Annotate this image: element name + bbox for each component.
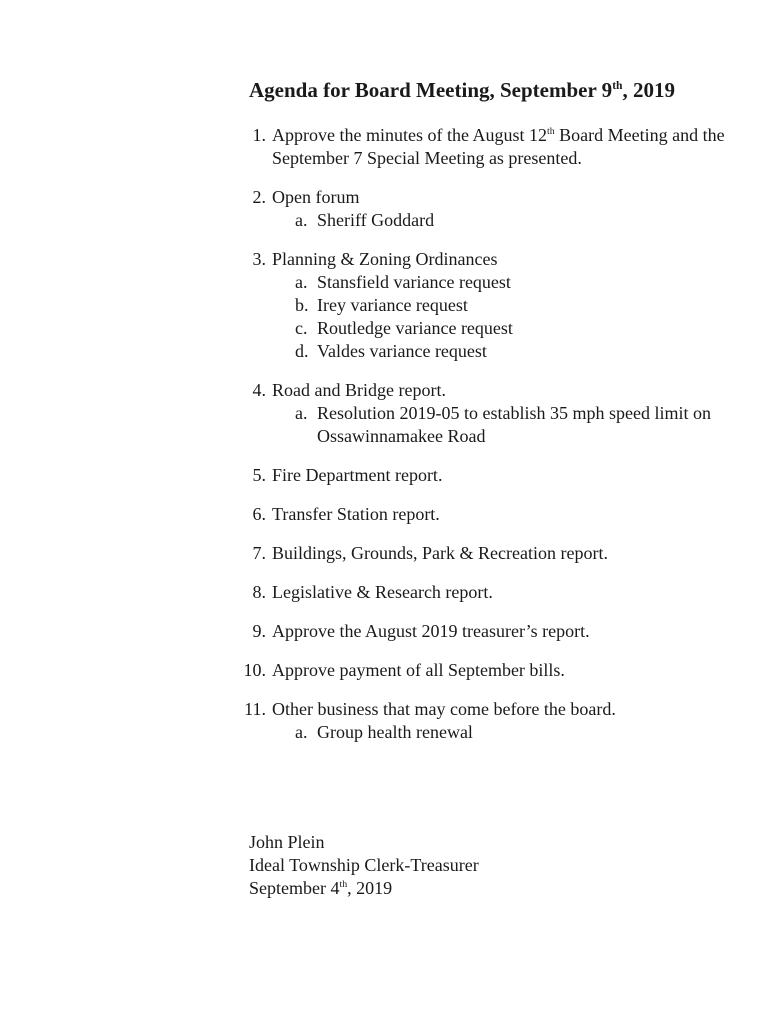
agenda-item-text-main: Approve payment of all September bills.	[272, 660, 565, 680]
agenda-item	[240, 581, 740, 604]
agenda-item-text	[272, 698, 740, 721]
agenda-subitem-text: Resolution 2019-05 to establish 35 mph speed limit on Ossawinnamakee Road	[317, 403, 711, 446]
signature-date-superscript: th	[339, 879, 348, 890]
agenda-item	[240, 379, 740, 448]
agenda-item-number: 6.	[252, 504, 266, 524]
title-year: , 2019	[622, 78, 675, 102]
agenda-subitem	[272, 209, 740, 232]
agenda-item-text-main: Road and Bridge report.	[272, 380, 446, 400]
agenda-item-number: 3.	[252, 249, 266, 269]
agenda-subitem	[272, 721, 740, 744]
agenda-subitem-text: Valdes variance request	[317, 341, 487, 361]
agenda-item-number: 1.	[252, 125, 266, 145]
agenda-item-text	[272, 379, 740, 402]
agenda-item-text	[272, 620, 740, 643]
agenda-subitem-letter: a.	[295, 272, 308, 292]
signature-date-text: September 4	[249, 878, 340, 898]
agenda-item-number: 9.	[252, 621, 266, 641]
title-text: Agenda for Board Meeting, September 9	[249, 78, 613, 102]
agenda-item-text-main: Open forum	[272, 187, 360, 207]
agenda-subitem	[272, 294, 740, 317]
agenda-item-text-rest: Board Meeting and the September 7 Special Meeting as presented.	[272, 125, 725, 168]
agenda-item	[240, 124, 740, 170]
agenda-item-text-main: Approve the minutes of the August 12	[272, 125, 547, 145]
agenda-list	[240, 124, 740, 760]
agenda-item-number: 7.	[252, 543, 266, 563]
agenda-subitem	[272, 271, 740, 294]
agenda-item-text	[272, 542, 740, 565]
signature-date-year: , 2019	[347, 878, 393, 898]
agenda-subitems	[272, 402, 740, 448]
agenda-item	[240, 464, 740, 487]
agenda-subitem	[272, 402, 740, 448]
agenda-item-number: 5.	[252, 465, 266, 485]
agenda-item-text-main: Buildings, Grounds, Park & Recreation report.	[272, 543, 608, 563]
agenda-item-text	[272, 581, 740, 604]
agenda-item-text-main: Fire Department report.	[272, 465, 443, 485]
agenda-subitem-text: Routledge variance request	[317, 318, 513, 338]
agenda-subitem	[272, 317, 740, 340]
agenda-item-text	[272, 659, 740, 682]
signature-role: Ideal Township Clerk-Treasurer	[249, 855, 479, 875]
agenda-subitem-text: Sheriff Goddard	[317, 210, 435, 230]
agenda-item	[240, 620, 740, 643]
agenda-item-text-main: Approve the August 2019 treasurer’s report.	[272, 621, 590, 641]
page-title	[249, 78, 675, 103]
agenda-item-text-main: Other business that may come before the board.	[272, 699, 616, 719]
agenda-item-superscript: th	[546, 126, 555, 137]
agenda-item-text	[272, 464, 740, 487]
agenda-item-number: 11.	[244, 699, 266, 719]
agenda-item	[240, 186, 740, 232]
agenda-subitems	[272, 721, 740, 744]
agenda-subitems	[272, 209, 740, 232]
agenda-item	[240, 698, 740, 744]
agenda-subitem-letter: c.	[295, 318, 308, 338]
agenda-subitem-text: Group health renewal	[317, 722, 473, 742]
agenda-item-text	[272, 248, 740, 271]
agenda-item-number: 2.	[252, 187, 266, 207]
signature-name: John Plein	[249, 832, 325, 852]
agenda-item-text-main: Transfer Station report.	[272, 504, 440, 524]
agenda-item-number: 4.	[252, 380, 266, 400]
agenda-item	[240, 659, 740, 682]
agenda-item-text-main: Legislative & Research report.	[272, 582, 493, 602]
agenda-item-text	[272, 124, 740, 170]
agenda-item-text	[272, 186, 740, 209]
agenda-subitem-text: Irey variance request	[317, 295, 468, 315]
agenda-item-number: 10.	[243, 660, 266, 680]
agenda-item	[240, 542, 740, 565]
agenda-subitem-letter: d.	[295, 341, 309, 361]
signature-date	[249, 877, 479, 900]
agenda-item-text	[272, 503, 740, 526]
agenda-item	[240, 248, 740, 363]
agenda-subitem-letter: b.	[295, 295, 309, 315]
agenda-item-text-main: Planning & Zoning Ordinances	[272, 249, 498, 269]
agenda-item	[240, 503, 740, 526]
title-superscript: th	[612, 80, 623, 92]
signature-block	[249, 831, 479, 900]
agenda-subitem-letter: a.	[295, 210, 308, 230]
agenda-subitem-text: Stansfield variance request	[317, 272, 511, 292]
agenda-subitem	[272, 340, 740, 363]
agenda-subitem-letter: a.	[295, 403, 308, 423]
agenda-item-number: 8.	[252, 582, 266, 602]
agenda-subitem-letter: a.	[295, 722, 308, 742]
agenda-subitems	[272, 271, 740, 363]
